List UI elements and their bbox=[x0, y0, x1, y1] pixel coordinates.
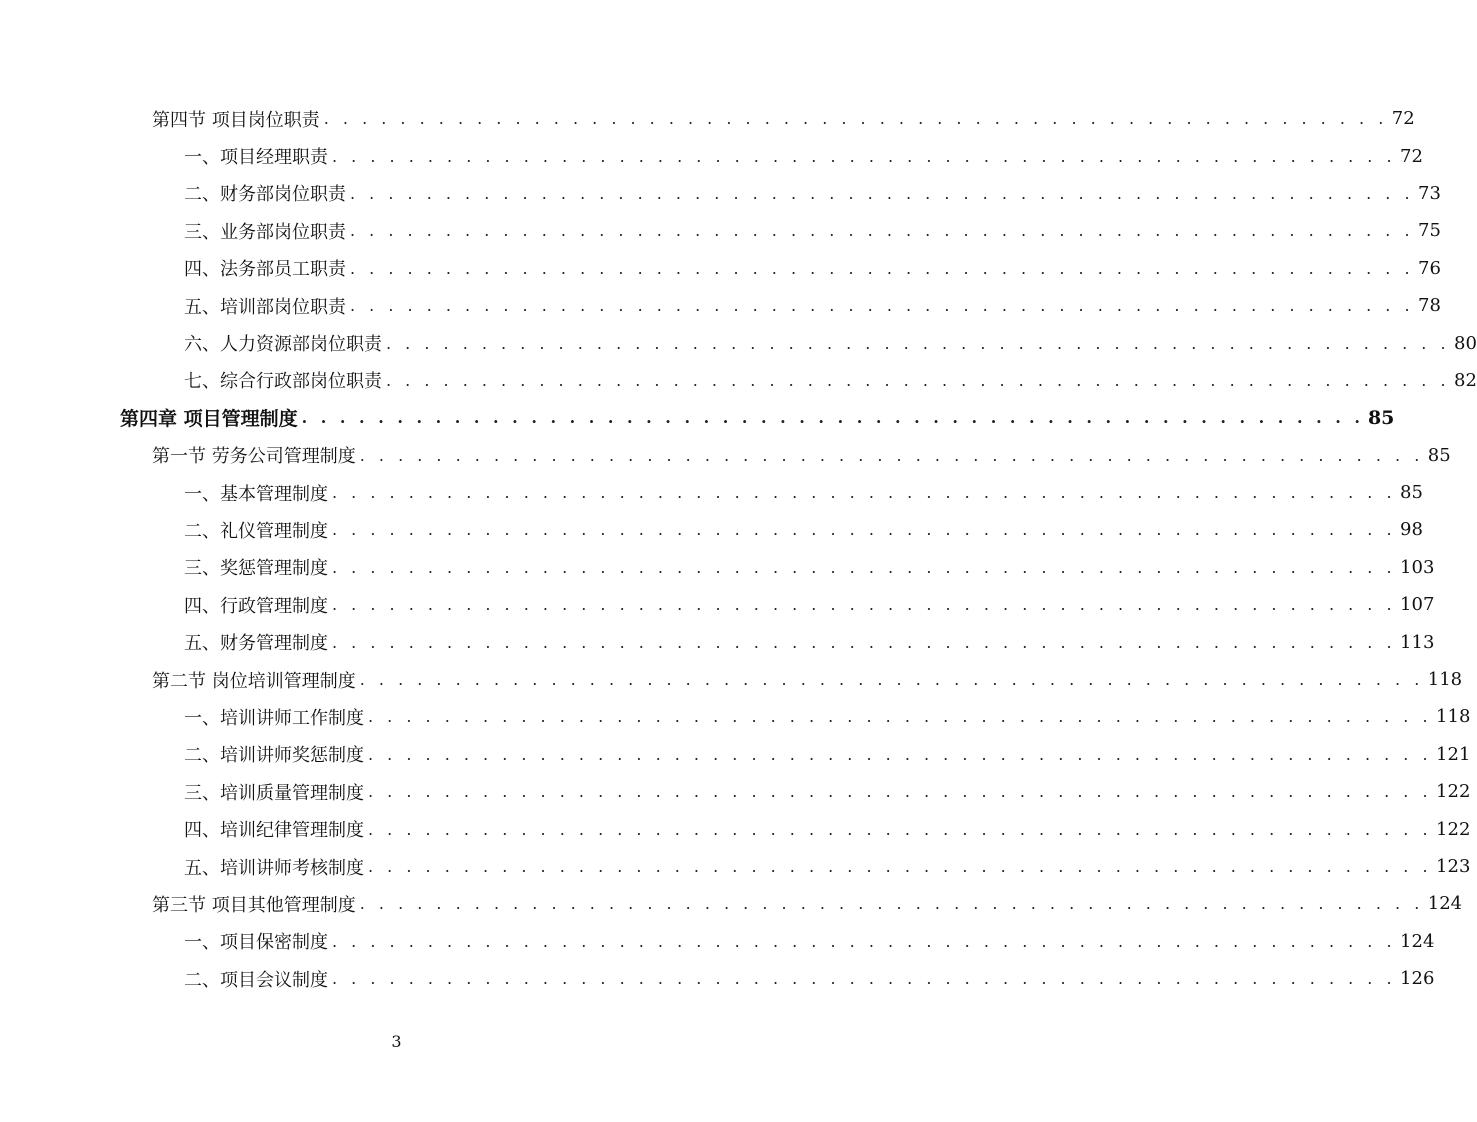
toc-entry-item[interactable] bbox=[0, 549, 1435, 586]
toc-entry-page: 113 bbox=[1400, 631, 1435, 653]
toc-entry-title: 一、项目经理职责 bbox=[184, 143, 332, 169]
toc-entry-page: 107 bbox=[1400, 594, 1435, 616]
toc-dot-leader: . . . . . . . . . . . . . . . . . . . . . . . . . . . . . . . . . . . . . . . . . . . . . . . . . . . . . . . . bbox=[332, 520, 1397, 540]
toc-entry-item[interactable] bbox=[0, 137, 1423, 174]
toc-dot-leader: . . . . . . . . . . . . . . . . . . . . . . . . . . . . . . . . . . . . . . . . . . . . . . . . . . . . . . . . bbox=[368, 782, 1433, 802]
toc-entry-page: 82 bbox=[1454, 369, 1477, 391]
toc-entry-page: 126 bbox=[1400, 968, 1435, 990]
toc-dot-leader: . . . . . . . . . . . . . . . . . . . . . . . . . . . . . . . . . . . . . . . . . . . . . . . . . . . . . . . . bbox=[332, 483, 1397, 503]
toc-entry-page: 98 bbox=[1400, 519, 1423, 541]
toc-entry-item[interactable] bbox=[0, 586, 1435, 623]
toc-entry-page: 122 bbox=[1436, 781, 1471, 803]
toc-dot-leader: . . . . . . . . . . . . . . . . . . . . . . . . . . . . . . . . . . . . . . . . . . . . . . . . . . . . . . . . bbox=[359, 670, 1424, 690]
toc-entry-item[interactable] bbox=[0, 960, 1435, 997]
toc-entry-item[interactable] bbox=[0, 773, 1471, 810]
toc-entry-title: 二、项目会议制度 bbox=[184, 966, 332, 992]
toc-entry-section[interactable] bbox=[0, 437, 1451, 474]
toc-entry-item[interactable] bbox=[0, 250, 1441, 287]
toc-entry-title: 二、培训讲师奖惩制度 bbox=[184, 741, 368, 767]
page-number: 3 bbox=[391, 1032, 402, 1051]
toc-dot-leader: . . . . . . . . . . . . . . . . . . . . . . . . . . . . . . . . . . . . . . . . . . . . . . . . . . . . . . . . bbox=[332, 931, 1397, 951]
toc-entry-title: 第四节 项目岗位职责 bbox=[152, 106, 324, 132]
toc-dot-leader: . . . . . . . . . . . . . . . . . . . . . . . . . . . . . . . . . . . . . . . . . . . . . . . . . . . . . . . . bbox=[301, 408, 1364, 428]
toc-entry-title: 四、法务部员工职责 bbox=[184, 255, 350, 281]
toc-entry-title: 六、人力资源部岗位职责 bbox=[184, 330, 386, 356]
toc-dot-leader: . . . . . . . . . . . . . . . . . . . . . . . . . . . . . . . . . . . . . . . . . . . . . . . . . . . . . . . . bbox=[386, 333, 1451, 353]
toc-entry-title: 第三节 项目其他管理制度 bbox=[152, 891, 360, 917]
toc-dot-leader: . . . . . . . . . . . . . . . . . . . . . . . . . . . . . . . . . . . . . . . . . . . . . . . . . . . . . . . . bbox=[368, 819, 1433, 839]
toc-entry-section[interactable] bbox=[0, 661, 1463, 698]
toc-entry-page: 85 bbox=[1427, 444, 1451, 466]
table-of-contents bbox=[0, 100, 1477, 997]
toc-entry-item[interactable] bbox=[0, 623, 1435, 660]
toc-entry-title: 第二节 岗位培训管理制度 bbox=[152, 667, 360, 693]
toc-entry-section[interactable] bbox=[0, 885, 1463, 922]
toc-entry-item[interactable] bbox=[0, 736, 1471, 773]
toc-entry-item[interactable] bbox=[0, 511, 1423, 548]
toc-entry-title: 二、礼仪管理制度 bbox=[184, 517, 332, 543]
toc-dot-leader: . . . . . . . . . . . . . . . . . . . . . . . . . . . . . . . . . . . . . . . . . . . . . . . . . . . . . . . . bbox=[368, 744, 1433, 764]
toc-entry-page: 85 bbox=[1400, 482, 1423, 504]
toc-dot-leader: . . . . . . . . . . . . . . . . . . . . . . . . . . . . . . . . . . . . . . . . . . . . . . . . . . . . . . . . bbox=[350, 221, 1415, 241]
toc-entry-page: 75 bbox=[1418, 220, 1441, 242]
toc-entry-page: 124 bbox=[1427, 893, 1463, 915]
toc-entry-title: 四、培训纪律管理制度 bbox=[184, 816, 368, 842]
toc-entry-page: 118 bbox=[1427, 669, 1463, 691]
toc-entry-page: 72 bbox=[1391, 108, 1415, 130]
toc-entry-title: 五、财务管理制度 bbox=[184, 629, 332, 655]
toc-dot-leader: . . . . . . . . . . . . . . . . . . . . . . . . . . . . . . . . . . . . . . . . . . . . . . . . . . . . . . . . bbox=[359, 445, 1424, 465]
toc-entry-page: 78 bbox=[1418, 295, 1441, 317]
toc-entry-title: 七、综合行政部岗位职责 bbox=[184, 367, 386, 393]
toc-entry-title: 一、培训讲师工作制度 bbox=[184, 704, 368, 730]
toc-entry-page: 124 bbox=[1400, 930, 1435, 952]
toc-entry-title: 第一节 劳务公司管理制度 bbox=[152, 442, 360, 468]
toc-entry-title: 三、奖惩管理制度 bbox=[184, 554, 332, 580]
toc-entry-page: 73 bbox=[1418, 182, 1441, 204]
toc-entry-page: 121 bbox=[1436, 743, 1471, 765]
toc-entry-item[interactable] bbox=[0, 212, 1441, 249]
toc-entry-page: 122 bbox=[1436, 818, 1471, 840]
toc-entry-title: 三、业务部岗位职责 bbox=[184, 218, 350, 244]
toc-entry-chapter[interactable] bbox=[0, 399, 1395, 436]
toc-entry-item[interactable] bbox=[0, 175, 1441, 212]
toc-entry-page: 85 bbox=[1367, 406, 1395, 429]
toc-dot-leader: . . . . . . . . . . . . . . . . . . . . . . . . . . . . . . . . . . . . . . . . . . . . . . . . . . . . . . . . bbox=[332, 146, 1397, 166]
toc-dot-leader: . . . . . . . . . . . . . . . . . . . . . . . . . . . . . . . . . . . . . . . . . . . . . . . . . . . . . . . . bbox=[350, 183, 1415, 203]
toc-entry-item[interactable] bbox=[0, 324, 1477, 361]
toc-entry-title: 四、行政管理制度 bbox=[184, 592, 332, 618]
toc-entry-page: 103 bbox=[1400, 556, 1435, 578]
toc-entry-item[interactable] bbox=[0, 287, 1441, 324]
toc-entry-title: 五、培训部岗位职责 bbox=[184, 293, 350, 319]
toc-dot-leader: . . . . . . . . . . . . . . . . . . . . . . . . . . . . . . . . . . . . . . . . . . . . . . . . . . . . . . . . bbox=[332, 632, 1397, 652]
toc-dot-leader: . . . . . . . . . . . . . . . . . . . . . . . . . . . . . . . . . . . . . . . . . . . . . . . . . . . . . . . . bbox=[323, 109, 1388, 129]
toc-entry-item[interactable] bbox=[0, 848, 1471, 885]
toc-entry-item[interactable] bbox=[0, 810, 1471, 847]
toc-entry-title: 一、项目保密制度 bbox=[184, 928, 332, 954]
toc-entry-item[interactable] bbox=[0, 474, 1423, 511]
toc-dot-leader: . . . . . . . . . . . . . . . . . . . . . . . . . . . . . . . . . . . . . . . . . . . . . . . . . . . . . . . . bbox=[332, 969, 1397, 989]
toc-dot-leader: . . . . . . . . . . . . . . . . . . . . . . . . . . . . . . . . . . . . . . . . . . . . . . . . . . . . . . . . bbox=[368, 707, 1433, 727]
toc-entry-title: 二、财务部岗位职责 bbox=[184, 180, 350, 206]
toc-entry-page: 80 bbox=[1454, 332, 1477, 354]
toc-entry-title: 三、培训质量管理制度 bbox=[184, 779, 368, 805]
toc-dot-leader: . . . . . . . . . . . . . . . . . . . . . . . . . . . . . . . . . . . . . . . . . . . . . . . . . . . . . . . . bbox=[386, 370, 1451, 390]
toc-entry-item[interactable] bbox=[0, 362, 1477, 399]
toc-entry-title: 一、基本管理制度 bbox=[184, 480, 332, 506]
toc-dot-leader: . . . . . . . . . . . . . . . . . . . . . . . . . . . . . . . . . . . . . . . . . . . . . . . . . . . . . . . . bbox=[359, 894, 1424, 914]
toc-entry-title: 第四章 项目管理制度 bbox=[120, 404, 302, 431]
toc-dot-leader: . . . . . . . . . . . . . . . . . . . . . . . . . . . . . . . . . . . . . . . . . . . . . . . . . . . . . . . . bbox=[332, 557, 1397, 577]
toc-dot-leader: . . . . . . . . . . . . . . . . . . . . . . . . . . . . . . . . . . . . . . . . . . . . . . . . . . . . . . . . bbox=[368, 857, 1433, 876]
toc-dot-leader: . . . . . . . . . . . . . . . . . . . . . . . . . . . . . . . . . . . . . . . . . . . . . . . . . . . . . . . . bbox=[350, 296, 1415, 316]
toc-entry-item[interactable] bbox=[0, 698, 1471, 735]
toc-entry-item[interactable] bbox=[0, 923, 1435, 960]
toc-dot-leader: . . . . . . . . . . . . . . . . . . . . . . . . . . . . . . . . . . . . . . . . . . . . . . . . . . . . . . . . bbox=[332, 595, 1397, 615]
toc-entry-page: 72 bbox=[1400, 145, 1423, 167]
toc-entry-page: 76 bbox=[1418, 257, 1441, 279]
toc-dot-leader: . . . . . . . . . . . . . . . . . . . . . . . . . . . . . . . . . . . . . . . . . . . . . . . . . . . . . . . . bbox=[350, 258, 1415, 278]
toc-entry-page: 123 bbox=[1436, 856, 1471, 877]
toc-entry-title: 五、培训讲师考核制度 bbox=[184, 854, 368, 880]
toc-entry-page: 118 bbox=[1436, 706, 1471, 728]
toc-entry-section[interactable] bbox=[0, 100, 1415, 137]
